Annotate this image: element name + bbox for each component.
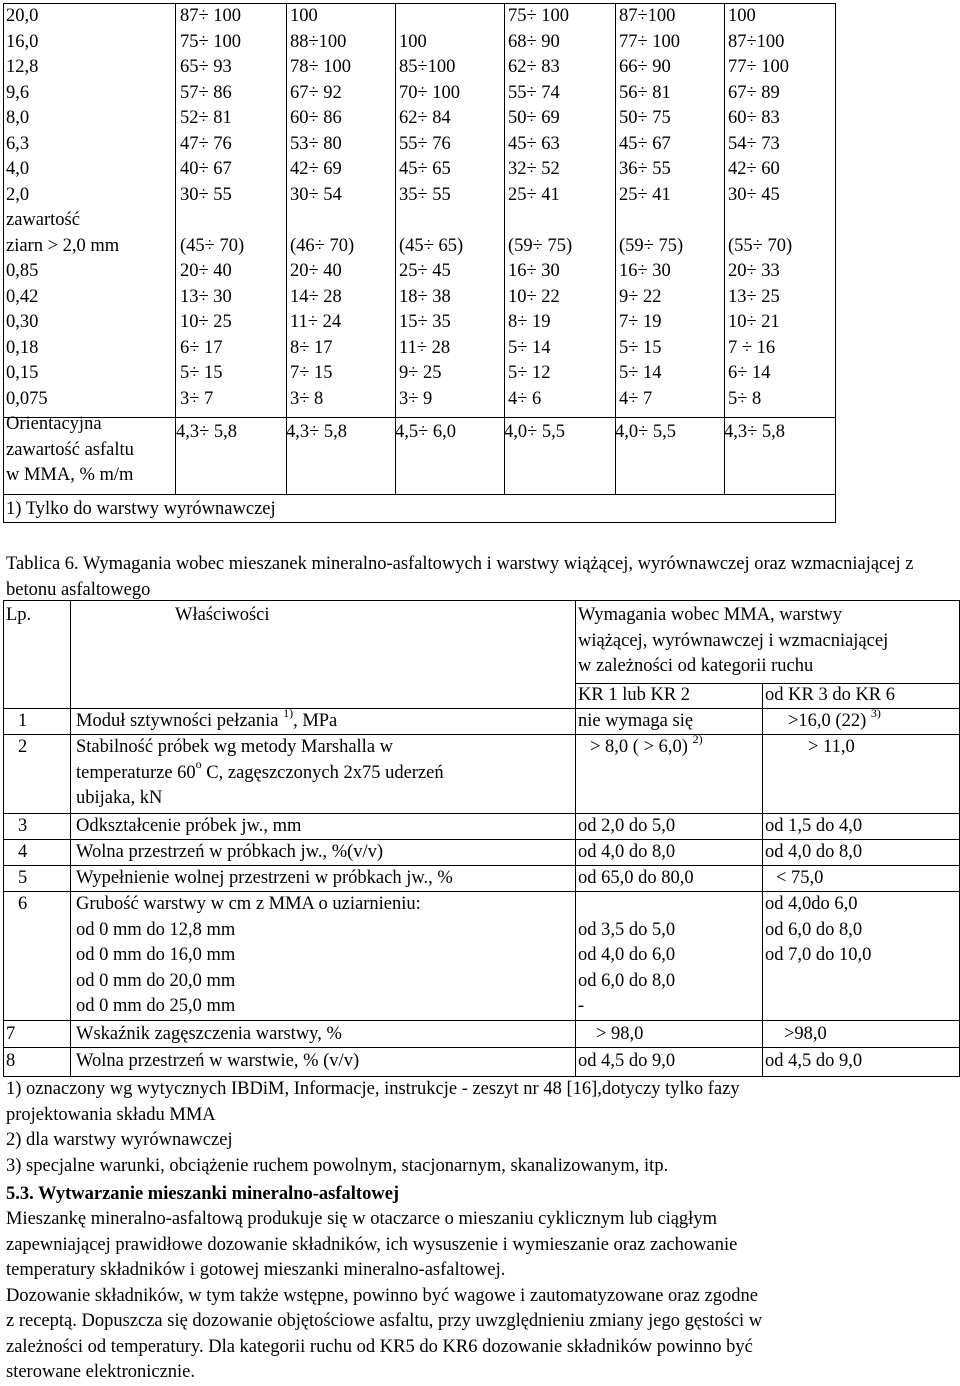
grading-column <box>290 4 354 412</box>
grading-cell: 4÷ 7 <box>619 388 653 409</box>
sieve-label: 0,15 <box>6 363 39 383</box>
grading-cell: 75÷ 100 <box>180 31 242 52</box>
grading-cell-empty <box>508 208 572 234</box>
grading-cell: 87÷ 100 <box>180 6 242 26</box>
asphalt-label: zawartość asfaltu <box>6 439 134 460</box>
grading-cell: 10÷ 22 <box>508 286 560 307</box>
grading-cell: 30÷ 54 <box>290 184 342 205</box>
grading-cell: 20÷ 33 <box>728 261 780 281</box>
header-properties: Właściwości <box>175 605 270 625</box>
grading-cell: 32÷ 52 <box>508 159 560 179</box>
property-text: od 0 mm do 25,0 mm <box>76 996 236 1016</box>
grading-cell: 16÷ 30 <box>508 261 560 281</box>
value-text: od 6,0 do 8,0 <box>578 970 676 991</box>
row-value-kr3 <box>788 705 881 735</box>
grading-cell-empty <box>290 208 354 234</box>
property-text: od 0 mm do 16,0 mm <box>76 945 236 965</box>
asphalt-content-value: 4,3÷ 5,8 <box>724 422 786 442</box>
coarse-label: zawartość <box>6 210 80 230</box>
grading-cell: 100 <box>290 6 318 26</box>
grading-cell: 67÷ 89 <box>728 82 780 103</box>
grading-cell: 75÷ 100 <box>508 6 570 26</box>
grading-cell: 50÷ 75 <box>619 108 671 128</box>
row-value-kr3: < 75,0 <box>776 868 824 888</box>
row-value-kr3: od 4,5 do 9,0 <box>765 1051 863 1071</box>
grading-cell: 8÷ 17 <box>290 337 333 358</box>
grading-cell: 77÷ 100 <box>728 57 790 77</box>
grading-cell: 65÷ 93 <box>180 57 232 77</box>
header-requirements <box>578 603 888 680</box>
grading-cell: 87÷100 <box>728 31 785 52</box>
sieve-label: 4,0 <box>6 159 30 179</box>
sieve-label: 0,18 <box>6 337 39 358</box>
grading-cell: 70÷ 100 <box>399 82 461 103</box>
value-text: od 3,5 do 5,0 <box>578 919 676 940</box>
value-text: > 8,0 ( > 6,0) <box>590 737 688 757</box>
sieve-label: 0,42 <box>6 286 39 307</box>
sieve-label: 9,6 <box>6 82 30 103</box>
grading-cell: 14÷ 28 <box>290 286 342 307</box>
degree-mark: o <box>195 757 202 772</box>
grading-cell: 60÷ 83 <box>728 108 780 128</box>
grading-cell: 78÷ 100 <box>290 57 352 77</box>
property-text: Moduł sztywności pełzania <box>76 711 279 731</box>
grading-cell: 100 <box>399 31 427 52</box>
property-text: Stabilność próbek wg metody Marshalla w <box>76 737 394 757</box>
grading-cell-empty <box>619 208 683 234</box>
grading-cell: 42÷ 69 <box>290 159 342 179</box>
row-property <box>76 705 338 735</box>
grading-cell: 10÷ 21 <box>728 312 780 332</box>
grading-cell: 45÷ 67 <box>619 133 671 154</box>
sieve-label: 20,0 <box>6 6 39 26</box>
row-number: 2 <box>18 737 28 757</box>
value-text: od 4,0do 6,0 <box>765 894 858 914</box>
grading-cell: 52÷ 81 <box>180 108 232 128</box>
row-value-kr1: > 98,0 <box>596 1024 644 1044</box>
value-text: od 7,0 do 10,0 <box>765 945 872 965</box>
row-value-kr1: od 2,0 do 5,0 <box>578 816 676 836</box>
asphalt-content-value: 4,0÷ 5,5 <box>504 422 566 442</box>
grading-cell: 45÷ 63 <box>508 133 560 154</box>
grading-cell: (59÷ 75) <box>508 235 573 256</box>
value-text <box>578 892 675 918</box>
paragraph-line: zapewniającej prawidłowe dozowanie składników, ich wysuszenie i wymieszanie oraz zachowanie <box>6 1234 738 1255</box>
grading-cell: 45÷ 65 <box>399 159 451 179</box>
note-line: projektowania składu MMA <box>6 1104 216 1125</box>
paragraph-line: Dozowanie składników, w tym także wstępne, powinno być wagowe i zautomatyzowane oraz zgodne <box>6 1285 758 1306</box>
header-req-line: w zależności od kategorii ruchu <box>578 656 814 676</box>
row-property: Wypełnienie wolnej przestrzeni w próbkach jw., % <box>76 868 453 888</box>
header-req-line: Wymagania wobec MMA, warstwy <box>578 605 842 625</box>
row-property: Wolna przestrzeń w próbkach jw., %(v/v) <box>76 842 384 862</box>
grading-cell: 15÷ 35 <box>399 312 451 332</box>
row-property: Wskaźnik zagęszczenia warstwy, % <box>76 1024 342 1044</box>
grading-cell: 25÷ 45 <box>399 261 451 281</box>
grading-cell: 60÷ 86 <box>290 108 342 128</box>
header-lp: Lp. <box>6 605 32 625</box>
property-text: od 0 mm do 12,8 mm <box>76 919 236 940</box>
grading-cell: 9÷ 22 <box>619 286 662 307</box>
grading-cell: 5÷ 14 <box>619 363 662 383</box>
note-line: 1) oznaczony wg wytycznych IBDiM, Informacje, instrukcje - zeszyt nr 48 [16],dotyczy tylko fazy <box>6 1079 740 1099</box>
grading-cell: 6÷ 14 <box>728 363 771 383</box>
value-text: od 6,0 do 8,0 <box>765 919 863 940</box>
header-req-line: wiążącej, wyrównawczej i wzmacniającej <box>578 630 889 651</box>
grading-cell: 13÷ 30 <box>180 286 232 307</box>
row-number: 3 <box>18 816 28 836</box>
paragraph-line: z receptą. Dopuszcza się dozowanie objętościowe asfaltu, przy uwzględnieniu zmiany jego gęstości w <box>6 1311 763 1331</box>
paragraph-line: sterowane elektronicznie. <box>6 1362 196 1382</box>
grading-cell: 20÷ 40 <box>290 261 342 281</box>
grading-cell: 50÷ 69 <box>508 108 560 128</box>
property-text: od 0 mm do 20,0 mm <box>76 970 236 991</box>
sieve-label: 0,85 <box>6 261 39 281</box>
row-value-kr3: od 4,0 do 8,0 <box>765 842 863 862</box>
grading-cell-empty <box>180 208 244 234</box>
grading-cell: 25÷ 41 <box>619 184 671 205</box>
row-value-kr1: od 4,0 do 8,0 <box>578 842 676 862</box>
row-property <box>76 735 444 812</box>
grading-cell: 9÷ 25 <box>399 363 442 383</box>
row-property <box>76 892 421 1020</box>
grading-cell: 30÷ 45 <box>728 184 780 205</box>
grading-cell: 35÷ 55 <box>399 184 451 205</box>
grading-cell: 36÷ 55 <box>619 159 671 179</box>
row-number: 6 <box>18 894 28 914</box>
grading-cell: (55÷ 70) <box>728 235 793 256</box>
grading-column <box>180 4 244 412</box>
grading-cell: 53÷ 80 <box>290 133 342 154</box>
coarse-label: ziarn > 2,0 mm <box>6 235 120 256</box>
note-line: 3) specjalne warunki, obciążenie ruchem powolnym, stacjonarnym, skanalizowanym, itp. <box>6 1155 669 1176</box>
row-number: 5 <box>18 868 28 888</box>
grading-cell: 77÷ 100 <box>619 31 681 52</box>
paragraph-line: Mieszankę mineralno-asfaltową produkuje się w otaczarce o mieszaniu cyklicznym lub ciągłym <box>6 1209 717 1229</box>
row-number: 1 <box>18 711 28 731</box>
section-heading: 5.3. Wytwarzanie mieszanki mineralno-asfaltowej <box>6 1184 400 1204</box>
value-text: >16,0 (22) <box>788 711 867 731</box>
grading-cell: 56÷ 81 <box>619 82 671 103</box>
grading-cell: 5÷ 14 <box>508 337 551 358</box>
row-value-kr3 <box>765 892 871 969</box>
grading-cell: 57÷ 86 <box>180 82 232 103</box>
grading-cell: 4÷ 6 <box>508 388 542 409</box>
grading-footnote: 1) Tylko do warstwy wyrównawczej <box>6 499 276 519</box>
note-line: 2) dla warstwy wyrównawczej <box>6 1130 233 1150</box>
grading-cell: 3÷ 9 <box>399 388 433 409</box>
footnote-mark: 3) <box>870 705 881 720</box>
asphalt-content-value: 4,5÷ 6,0 <box>395 422 457 442</box>
grading-cell: 55÷ 74 <box>508 82 560 103</box>
grading-cell: 3÷ 7 <box>180 388 214 409</box>
asphalt-content-value: 4,3÷ 5,8 <box>176 422 238 442</box>
sieve-labels <box>6 4 134 489</box>
row-value-kr1 <box>578 892 675 1020</box>
grading-column <box>508 4 572 412</box>
footnote-mark: 2) <box>692 731 703 746</box>
property-text <box>76 757 444 787</box>
property-text: Grubość warstwy w cm z MMA o uziarnieniu: <box>76 894 421 914</box>
grading-cell-empty <box>728 208 792 234</box>
row-value-kr1: nie wymaga się <box>578 711 694 731</box>
grading-cell: 20÷ 40 <box>180 261 232 281</box>
grading-cell: 10÷ 25 <box>180 312 232 332</box>
grading-cell: 30÷ 55 <box>180 184 232 205</box>
grading-cell: 54÷ 73 <box>728 133 780 154</box>
row-value-kr3: >98,0 <box>784 1024 827 1044</box>
grading-cell: 5÷ 15 <box>619 337 662 358</box>
subheader-kr1-kr2: KR 1 lub KR 2 <box>578 685 691 705</box>
paragraph-line: temperatury składników i gotowej mieszanki mineralno-asfaltowej. <box>6 1260 506 1280</box>
section-body <box>6 1207 762 1386</box>
grading-cell: 47÷ 76 <box>180 133 232 154</box>
sieve-label: 12,8 <box>6 57 39 77</box>
grading-cell: 11÷ 24 <box>290 312 342 332</box>
grading-cell: (46÷ 70) <box>290 235 355 256</box>
grading-cell: 68÷ 90 <box>508 31 560 52</box>
paragraph-line: zależności od temperatury. Dla kategorii ruchu od KR5 do KR6 dozowanie składników powinno być <box>6 1336 753 1357</box>
row-property: Odkształcenie próbek jw., mm <box>76 816 302 836</box>
grading-cell: 3÷ 8 <box>290 388 324 409</box>
asphalt-label: w MMA, % m/m <box>6 465 134 485</box>
grading-cell: 16÷ 30 <box>619 261 671 281</box>
grading-cell: 40÷ 67 <box>180 159 232 179</box>
row-value-kr1 <box>590 731 703 761</box>
property-text-part: temperaturze 60 <box>76 762 196 783</box>
footnote-mark: 1) <box>283 705 294 720</box>
sieve-label: 16,0 <box>6 31 39 52</box>
table6-caption-line1 <box>6 552 926 603</box>
grading-cell: 7÷ 15 <box>290 363 333 383</box>
grading-cell: 100 <box>728 6 756 26</box>
sieve-label: 8,0 <box>6 108 30 128</box>
property-text-part: C, zagęszczonych 2x75 uderzeń <box>206 762 444 783</box>
property-text: , MPa <box>293 711 338 731</box>
row-value-kr1: od 4,5 do 9,0 <box>578 1051 676 1071</box>
asphalt-label: Orientacyjna <box>6 414 102 434</box>
grading-cell: 7÷ 19 <box>619 312 662 332</box>
grading-cell: 87÷100 <box>619 6 676 26</box>
grading-cell: 11÷ 28 <box>399 337 451 358</box>
grading-cell: 6÷ 17 <box>180 337 223 358</box>
value-text: od 4,0 do 6,0 <box>578 945 676 965</box>
row-number: 4 <box>18 842 28 862</box>
grading-cell: 85÷100 <box>399 57 456 77</box>
row-number: 8 <box>6 1051 16 1071</box>
row-number: 7 <box>6 1024 16 1044</box>
subheader-kr3-kr6: od KR 3 do KR 6 <box>765 685 896 705</box>
grading-cell: 55÷ 76 <box>399 133 451 154</box>
grading-cell: 42÷ 60 <box>728 159 780 179</box>
grading-cell: 8÷ 19 <box>508 312 551 332</box>
grading-cell: 5÷ 12 <box>508 363 551 383</box>
grading-cell-empty <box>399 208 463 234</box>
grading-cell: 88÷100 <box>290 31 347 52</box>
row-value-kr3: od 1,5 do 4,0 <box>765 816 863 836</box>
asphalt-content-value: 4,3÷ 5,8 <box>286 422 348 442</box>
sieve-label: 2,0 <box>6 184 30 205</box>
grading-cell: 62÷ 83 <box>508 57 560 77</box>
asphalt-content-value: 4,0÷ 5,5 <box>615 422 677 442</box>
grading-cell: 66÷ 90 <box>619 57 671 77</box>
row-value-kr3: > 11,0 <box>808 737 855 757</box>
grading-cell: 67÷ 92 <box>290 82 342 103</box>
grading-cell: 5÷ 8 <box>728 388 762 409</box>
grading-cell: (59÷ 75) <box>619 235 684 256</box>
sieve-label: 0,075 <box>6 388 48 409</box>
grading-cell: 7 ÷ 16 <box>728 337 776 358</box>
table6-caption: Tablica 6. Wymagania wobec mieszanek mineralno-asfaltowych i warstwy wiążącej, wyrównawczej oraz wzmacniającej z betonu asfaltowego <box>6 554 914 600</box>
table6-notes <box>6 1077 740 1179</box>
grading-cell: 5÷ 15 <box>180 363 223 383</box>
grading-cell: (45÷ 65) <box>399 235 464 256</box>
property-text: ubijaka, kN <box>76 788 163 808</box>
grading-cell: 13÷ 25 <box>728 286 780 307</box>
grading-column <box>728 4 792 412</box>
grading-column <box>399 4 463 412</box>
sieve-label: 6,3 <box>6 133 30 154</box>
grading-cell: (45÷ 70) <box>180 235 245 256</box>
row-property: Wolna przestrzeń w warstwie, % (v/v) <box>76 1051 360 1071</box>
grading-cell: 25÷ 41 <box>508 184 560 205</box>
grading-cell: 18÷ 38 <box>399 286 451 307</box>
sieve-label: 0,30 <box>6 312 39 332</box>
row-value-kr1: od 65,0 do 80,0 <box>578 868 694 888</box>
grading-cell <box>399 4 463 30</box>
grading-column <box>619 4 683 412</box>
grading-cell: 62÷ 84 <box>399 108 451 128</box>
value-text: - <box>578 996 585 1016</box>
